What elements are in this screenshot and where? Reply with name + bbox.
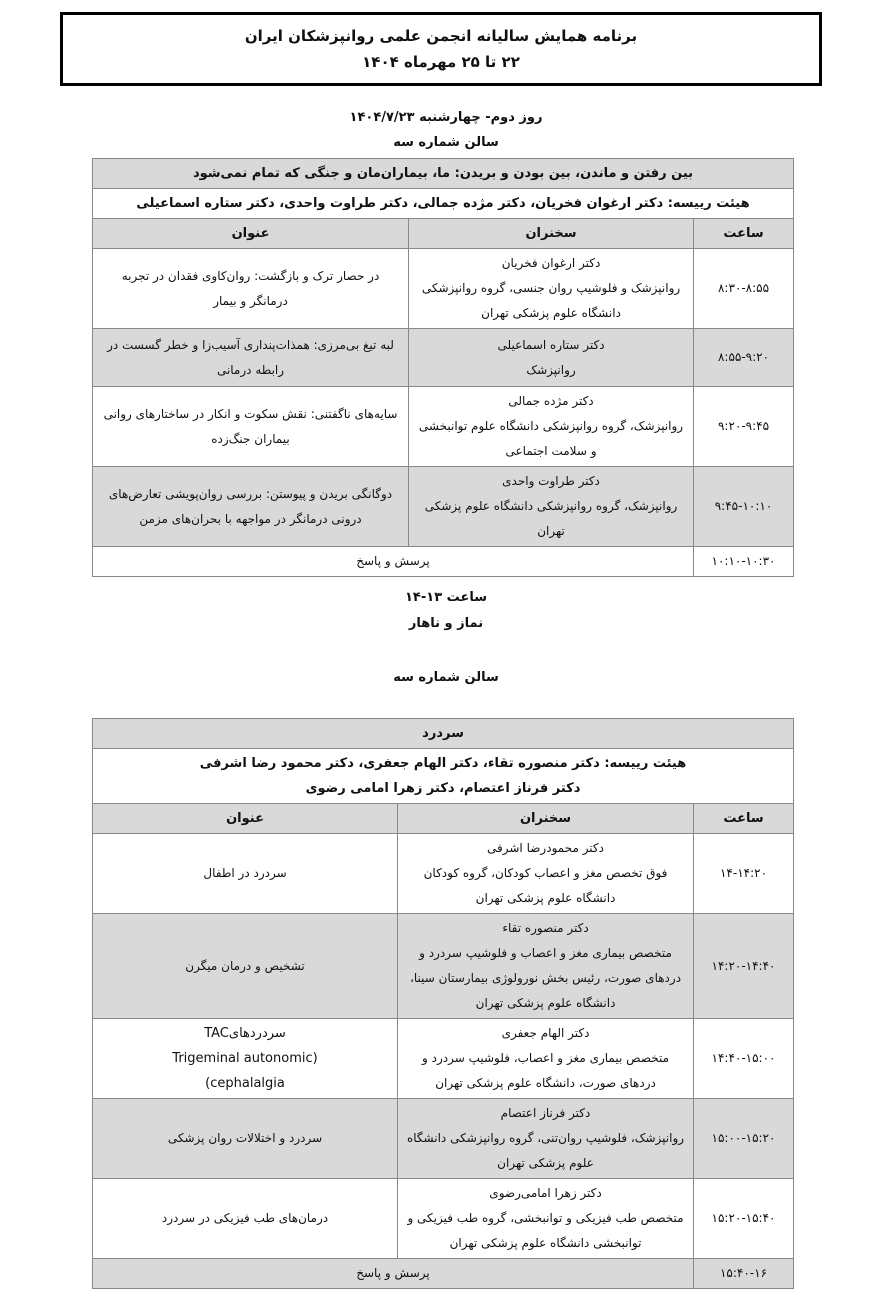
row-title-line2: Trigeminal autonomic) xyxy=(172,1051,318,1066)
row-title-line1 xyxy=(101,1021,389,1046)
hall-label: سالن شماره سه xyxy=(393,135,499,150)
row-title: درمان‌های طب فیزیکی در سردرد xyxy=(93,1179,398,1259)
session2-table xyxy=(92,718,794,1289)
table-row xyxy=(93,914,794,1019)
speaker-name: دکتر ستاره اسماعیلی xyxy=(497,337,605,352)
row-speaker xyxy=(409,249,694,329)
row-title: دوگانگی بریدن و پیوستن: بررسی روان‌پویشی تعارض‌های درونی درمانگر در مواجهه با بحران‌های مزمن xyxy=(93,467,409,547)
table-row xyxy=(93,1179,794,1259)
row-speaker xyxy=(398,1179,694,1259)
session1-panel: هیئت رییسه: دکتر ارغوان فخریان، دکتر مژده جمالی، دکتر طراوت واحدی، دکتر ستاره اسماعیلی xyxy=(93,189,794,219)
row-time: ۹:۲۰-۹:۴۵ xyxy=(694,387,794,467)
table-row xyxy=(93,467,794,547)
qa-label: پرسش و پاسخ xyxy=(93,1259,694,1289)
speaker-affiliation: متخصص طب فیزیکی و توانبخشی، گروه طب فیزیکی و توانبخشی دانشگاه علوم پزشکی تهران xyxy=(407,1211,684,1250)
row-title-line3: (cephalalgia xyxy=(205,1076,285,1091)
table-row xyxy=(93,249,794,329)
row-time: ۱۴:۲۰-۱۴:۴۰ xyxy=(694,914,794,1019)
col-title-header: عنوان xyxy=(93,219,409,249)
qa-time: ۱۰:۱۰-۱۰:۳۰ xyxy=(694,547,794,577)
row-time: ۸:۵۵-۹:۲۰ xyxy=(694,329,794,387)
row-time: ۱۴:۴۰-۱۵:۰۰ xyxy=(694,1019,794,1099)
speaker-name: دکتر محمودرضا اشرفی xyxy=(487,841,604,855)
title-fa: سردردهای xyxy=(228,1026,286,1041)
row-title: در حصار ترک و بازگشت: روان‌کاوی فقدان در تجربه درمانگر و بیمار xyxy=(93,249,409,329)
col-speakers-header: سخنران xyxy=(409,219,694,249)
speaker-name: دکتر زهرا امامی‌رضوی xyxy=(489,1186,602,1200)
row-speaker xyxy=(398,1099,694,1179)
col-title-header: عنوان xyxy=(93,804,398,834)
speaker-name: دکتر الهام جعفری xyxy=(501,1026,590,1040)
speaker-name: دکتر ارغوان فخریان xyxy=(501,256,601,270)
table-row xyxy=(93,834,794,914)
speaker-name: دکتر منصوره تقاء xyxy=(502,921,589,935)
row-speaker xyxy=(409,329,694,387)
col-time-header: ساعت xyxy=(694,219,794,249)
row-time: ۸:۳۰-۸:۵۵ xyxy=(694,249,794,329)
break-time: ساعت ۱۳-۱۴ xyxy=(405,590,487,605)
session2-panel-row xyxy=(93,749,794,804)
session2-topic-row xyxy=(93,719,794,749)
row-time: ۱۵:۰۰-۱۵:۲۰ xyxy=(694,1099,794,1179)
speaker-affiliation: فوق تخصص مغز و اعصاب کودکان، گروه کودکان دانشگاه علوم پزشکی تهران xyxy=(423,866,668,905)
session1-topic: بین رفتن و ماندن، بین بودن و بریدن: ما، بیماران‌مان و جنگی که تمام نمی‌شود xyxy=(93,159,794,189)
speaker-name: دکتر مژده جمالی xyxy=(508,394,594,408)
table-row xyxy=(93,329,794,387)
row-title: سردرد و اختلالات روان پزشکی xyxy=(93,1099,398,1179)
row-time: ۱۵:۲۰-۱۵:۴۰ xyxy=(694,1179,794,1259)
program-header xyxy=(60,12,822,86)
row-speaker xyxy=(409,467,694,547)
session2-header-row xyxy=(93,804,794,834)
title-abbr: TAC xyxy=(204,1026,229,1041)
qa-label: پرسش و پاسخ xyxy=(93,547,694,577)
session1-table xyxy=(92,158,794,577)
row-speaker xyxy=(398,1019,694,1099)
speaker-affiliation: روانپزشک، گروه روانپزشکی دانشگاه علوم توانبخشی و سلامت اجتماعی xyxy=(418,419,684,458)
speaker-affiliation: متخصص بیماری مغز و اعصاب، فلوشیپ سردرد و دردهای صورت، دانشگاه علوم پزشکی تهران xyxy=(422,1051,670,1090)
qa-row xyxy=(93,1259,794,1289)
session2-panel-line1: هیئت رییسه: دکتر منصوره تقاء، دکتر الهام جعفری، دکتر محمود رضا اشرفی xyxy=(199,756,687,771)
program-dates: ۲۲ تا ۲۵ مهرماه ۱۴۰۴ xyxy=(362,53,520,71)
session1-topic-row xyxy=(93,159,794,189)
speaker-name: دکتر طراوت واحدی xyxy=(502,474,600,488)
col-time-header: ساعت xyxy=(694,804,794,834)
session2-panel xyxy=(93,749,794,804)
table-row xyxy=(93,387,794,467)
row-title: تشخیص و درمان میگرن xyxy=(93,914,398,1019)
session2-panel-line2: دکتر فرناز اعتصام، دکتر زهرا امامی رضوی xyxy=(305,781,581,796)
row-time: ۹:۴۵-۱۰:۱۰ xyxy=(694,467,794,547)
day-label: روز دوم- چهارشنبه ۱۴۰۴/۷/۲۳ xyxy=(349,110,543,125)
row-title: سایه‌های ناگفتنی: نقش سکوت و انکار در ساختارهای روانی بیماران جنگ‌زده xyxy=(93,387,409,467)
speaker-affiliation: روانپزشک، گروه روانپزشکی دانشگاه علوم پزشکی تهران xyxy=(424,499,678,538)
program-title: برنامه همایش سالیانه انجمن علمی روانپزشکان ایران xyxy=(244,27,638,45)
session2-topic: سردرد xyxy=(93,719,794,749)
row-speaker xyxy=(409,387,694,467)
col-speakers-header: سخنران xyxy=(398,804,694,834)
speaker-affiliation: متخصص بیماری مغز و اعصاب و فلوشیپ سردرد و دردهای صورت، رئیس بخش نورولوژی بیمارستان سینا، دانشگاه علوم پزشکی تهران xyxy=(410,946,682,1010)
row-title xyxy=(93,1019,398,1099)
table-row xyxy=(93,1019,794,1099)
row-time: ۱۴-۱۴:۲۰ xyxy=(694,834,794,914)
qa-row xyxy=(93,547,794,577)
hall-label-2: سالن شماره سه xyxy=(393,670,499,685)
row-speaker xyxy=(398,834,694,914)
session1-panel-row xyxy=(93,189,794,219)
speaker-affiliation: روانپزشک، فلوشیپ روان‌تنی، گروه روانپزشکی دانشگاه علوم پزشکی تهران xyxy=(406,1131,685,1170)
qa-time: ۱۵:۴۰-۱۶ xyxy=(694,1259,794,1289)
speaker-name: دکتر فرناز اعتصام xyxy=(500,1106,591,1120)
row-title: لبه تیغ بی‌مرزی: همذات‌پنداری آسیب‌زا و خطر گسست در رابطه درمانی xyxy=(93,329,409,387)
break-label: نماز و ناهار xyxy=(408,616,484,631)
speaker-affiliation: روانپزشک و فلوشیپ روان جنسی، گروه روانپزشکی دانشگاه علوم پزشکی تهران xyxy=(421,281,681,320)
table-row xyxy=(93,1099,794,1179)
row-speaker xyxy=(398,914,694,1019)
speaker-affiliation: روانپزشک xyxy=(526,362,576,377)
session1-header-row xyxy=(93,219,794,249)
row-title: سردرد در اطفال xyxy=(93,834,398,914)
